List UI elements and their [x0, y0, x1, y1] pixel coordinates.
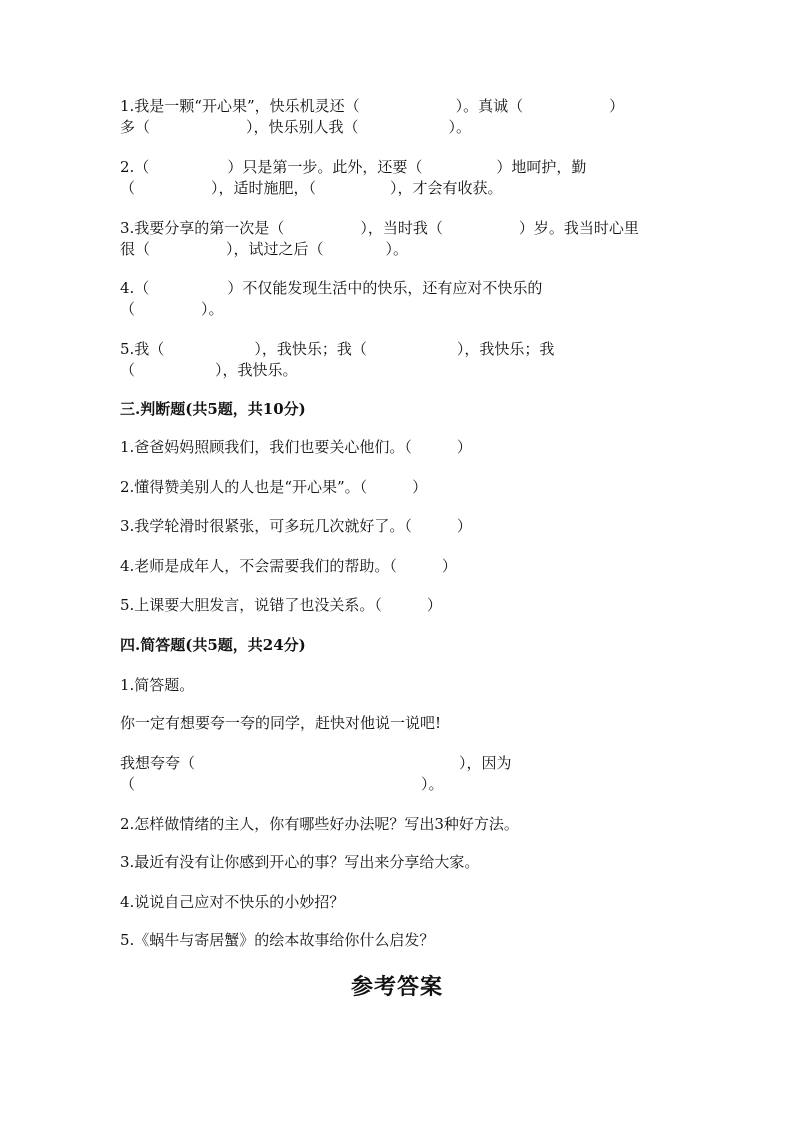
short-question-5: 5.《蜗牛与寄居蟹》的绘本故事给你什么启发？	[120, 931, 435, 949]
short-question-1-prompt: 你一定有想要夸一夸的同学，赶快对他说一说吧!	[120, 714, 442, 732]
judge-item-5: 5.上课要大胆发言，说错了也没关系。（ ）	[120, 596, 442, 614]
fill-question-4-line-1: 4.（ ）不仅能发现生活中的快乐，还有应对不快乐的	[120, 279, 543, 297]
short-question-1-line-2: （ ）。	[120, 775, 444, 793]
judge-item-2: 2.懂得赞美别人的人也是“开心果”。（ ）	[120, 478, 428, 496]
fill-question-1-line-1: 1.我是一颗“开心果”，快乐机灵还（ ）。真诚（ ）	[120, 97, 625, 115]
short-question-1-title: 1.简答题。	[120, 676, 195, 694]
short-section-heading: 四.简答题(共5题，共24分)	[120, 636, 306, 654]
fill-question-1-line-2: 多（ ），快乐别人我（ ）。	[120, 118, 472, 136]
short-question-2: 2.怎样做情绪的主人，你有哪些好办法呢？写出3种好方法。	[120, 815, 519, 833]
answer-key-title: 参考答案	[350, 974, 443, 1000]
fill-question-3-line-1: 3.我要分享的第一次是（ ），当时我（ ）岁。我当时心里	[120, 219, 639, 237]
judge-item-3: 3.我学轮滑时很紧张，可多玩几次就好了。（ ）	[120, 517, 472, 535]
short-question-4: 4.说说自己应对不快乐的小妙招？	[120, 893, 345, 911]
judge-section-heading: 三.判断题(共5题，共10分)	[120, 400, 306, 418]
judge-item-1: 1.爸爸妈妈照顾我们，我们也要关心他们。（ ）	[120, 438, 472, 456]
fill-question-5-line-2: （ ），我快乐。	[120, 361, 298, 379]
fill-question-3-line-2: 很（ ），试过之后（ ）。	[120, 240, 409, 258]
fill-question-2-line-1: 2.（ ）只是第一步。此外，还要（ ）地呵护，勤	[120, 158, 587, 176]
fill-question-4-line-2: （ ）。	[120, 300, 224, 318]
fill-question-2-line-2: （ ），适时施肥，（ ），才会有收获。	[120, 179, 503, 197]
short-question-3: 3.最近有没有让你感到开心的事？写出来分享给大家。	[120, 853, 480, 871]
fill-question-5-line-1: 5.我（ ），我快乐；我（ ），我快乐；我	[120, 340, 555, 358]
short-question-1-line-1: 我想夸夸（ ），因为	[120, 754, 512, 772]
judge-item-4: 4.老师是成年人，不会需要我们的帮助。（ ）	[120, 557, 457, 575]
